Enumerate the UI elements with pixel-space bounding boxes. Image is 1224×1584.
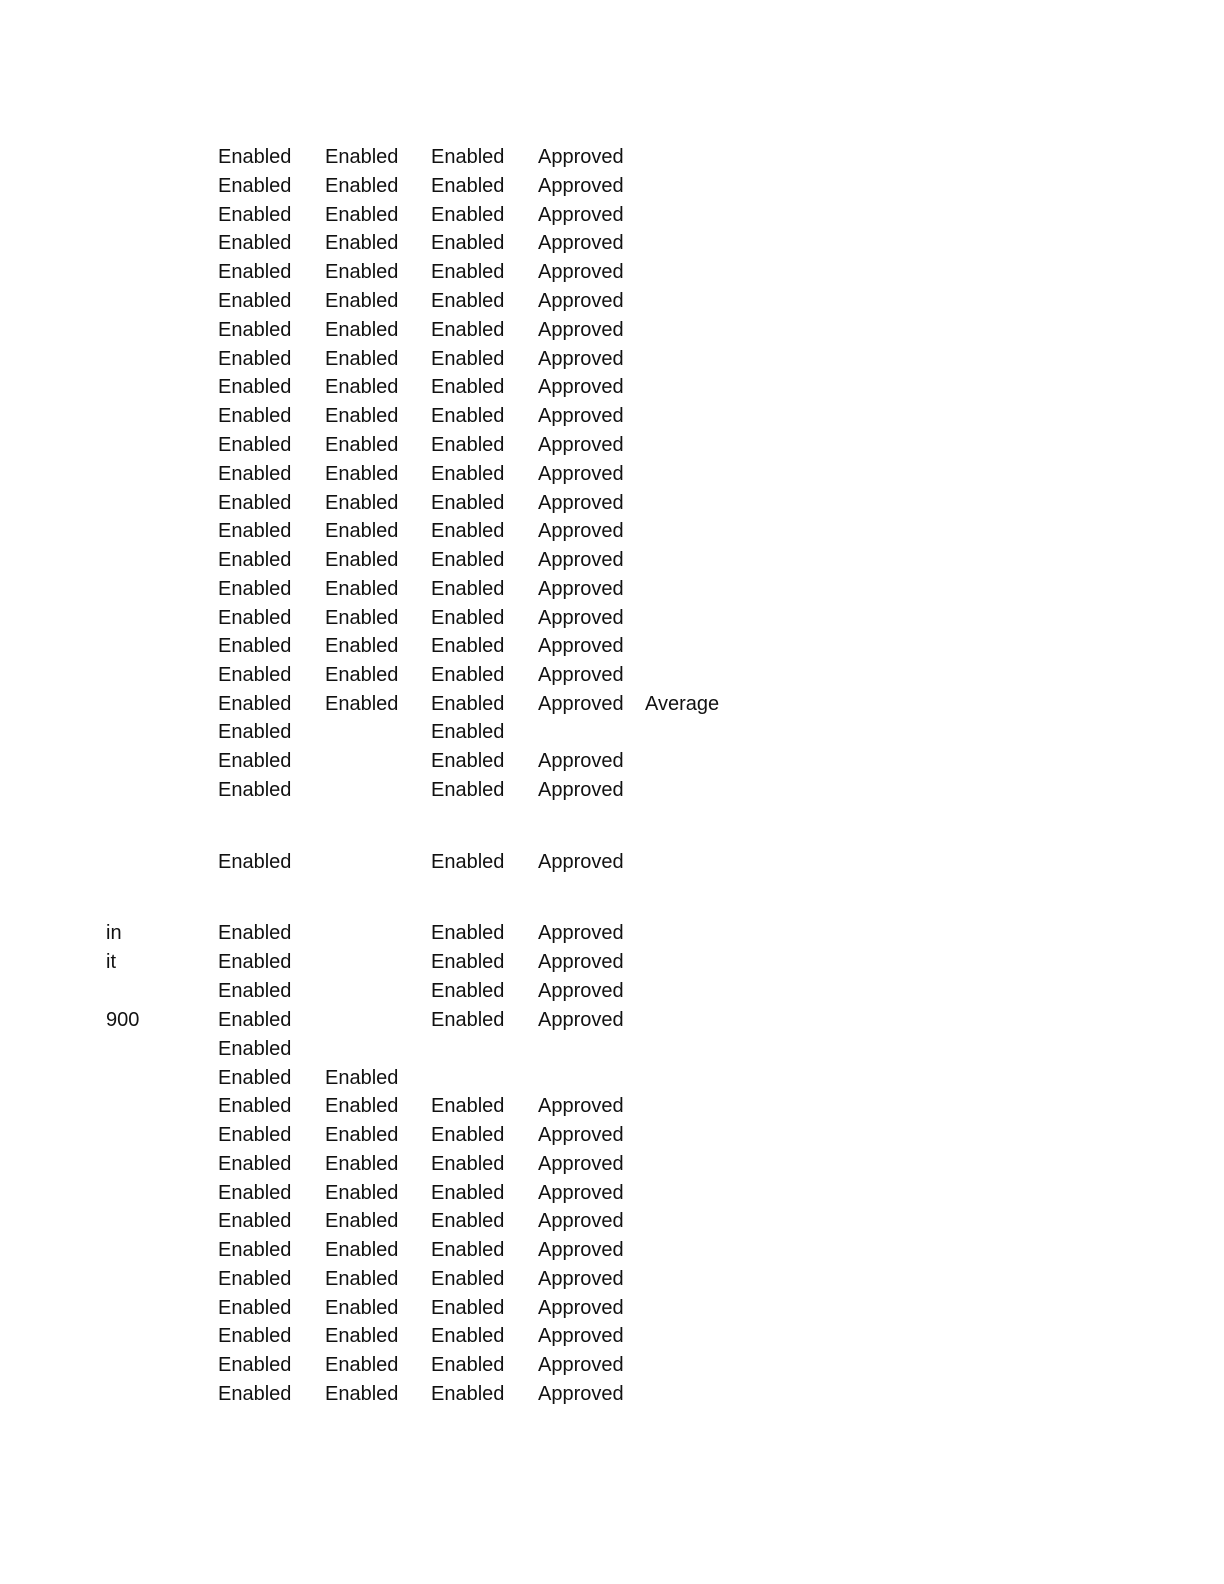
approval-cell: Approved: [538, 434, 624, 456]
approval-cell: Approved: [538, 492, 624, 514]
approval-cell: Approved: [538, 1153, 624, 1175]
status-a-cell: Enabled: [218, 290, 292, 312]
status-a-cell: Enabled: [218, 520, 292, 542]
status-b-cell: Enabled: [325, 463, 399, 485]
status-c-cell: Enabled: [431, 434, 505, 456]
approval-cell: Approved: [538, 1095, 624, 1117]
table-row: [0, 460, 1224, 488]
approval-cell: Approved: [538, 779, 624, 801]
approval-cell: Approved: [538, 348, 624, 370]
status-a-cell: Enabled: [218, 319, 292, 341]
table-row: [0, 489, 1224, 517]
note-cell: Average: [645, 693, 720, 715]
table-row: [0, 632, 1224, 660]
approval-cell: Approved: [538, 520, 624, 542]
status-b-cell: Enabled: [325, 1354, 399, 1376]
status-c-cell: Enabled: [431, 779, 505, 801]
status-c-cell: Enabled: [431, 951, 505, 973]
status-b-cell: Enabled: [325, 1182, 399, 1204]
status-c-cell: Enabled: [431, 232, 505, 254]
status-b-cell: Enabled: [325, 1239, 399, 1261]
status-b-cell: Enabled: [325, 693, 399, 715]
table-row: [0, 1064, 1224, 1092]
approval-cell: Approved: [538, 290, 624, 312]
status-b-cell: Enabled: [325, 578, 399, 600]
status-a-cell: Enabled: [218, 1297, 292, 1319]
table-row: [0, 919, 1224, 947]
status-a-cell: Enabled: [218, 376, 292, 398]
status-c-cell: Enabled: [431, 319, 505, 341]
table-row: [0, 661, 1224, 689]
status-c-cell: Enabled: [431, 851, 505, 873]
status-b-cell: Enabled: [325, 1153, 399, 1175]
status-a-cell: Enabled: [218, 492, 292, 514]
approval-cell: Approved: [538, 951, 624, 973]
approval-cell: Approved: [538, 693, 624, 715]
table-row: [0, 1092, 1224, 1120]
approval-cell: Approved: [538, 463, 624, 485]
approval-cell: Approved: [538, 232, 624, 254]
approval-cell: Approved: [538, 664, 624, 686]
table-row: [0, 143, 1224, 171]
status-b-cell: Enabled: [325, 232, 399, 254]
status-b-cell: Enabled: [325, 1268, 399, 1290]
table-row: [0, 258, 1224, 286]
status-b-cell: Enabled: [325, 1095, 399, 1117]
status-c-cell: Enabled: [431, 922, 505, 944]
status-b-cell: Enabled: [325, 376, 399, 398]
table-row: [0, 776, 1224, 804]
status-a-cell: Enabled: [218, 664, 292, 686]
row-label-cell: in: [106, 922, 122, 944]
row-label-cell: 900: [106, 1009, 140, 1031]
status-a-cell: Enabled: [218, 750, 292, 772]
table-row: [0, 604, 1224, 632]
approval-cell: Approved: [538, 146, 624, 168]
table-row: [0, 316, 1224, 344]
status-a-cell: Enabled: [218, 922, 292, 944]
status-c-cell: Enabled: [431, 549, 505, 571]
status-a-cell: Enabled: [218, 1325, 292, 1347]
status-a-cell: Enabled: [218, 1239, 292, 1261]
table-row: [0, 1322, 1224, 1350]
status-c-cell: Enabled: [431, 693, 505, 715]
status-a-cell: Enabled: [218, 980, 292, 1002]
table-row: [0, 747, 1224, 775]
table-row: [0, 1121, 1224, 1149]
table-row: [0, 718, 1224, 746]
approval-cell: Approved: [538, 1325, 624, 1347]
table-row: [0, 1006, 1224, 1034]
status-a-cell: Enabled: [218, 434, 292, 456]
approval-cell: Approved: [538, 319, 624, 341]
approval-cell: Approved: [538, 1297, 624, 1319]
status-a-cell: Enabled: [218, 951, 292, 973]
approval-cell: Approved: [538, 1239, 624, 1261]
table-row: [0, 1236, 1224, 1264]
status-a-cell: Enabled: [218, 851, 292, 873]
status-a-cell: Enabled: [218, 463, 292, 485]
status-a-cell: Enabled: [218, 779, 292, 801]
approval-cell: Approved: [538, 635, 624, 657]
status-c-cell: Enabled: [431, 376, 505, 398]
table-row: [0, 402, 1224, 430]
table-row: [0, 1150, 1224, 1178]
table-row: [0, 431, 1224, 459]
approval-cell: Approved: [538, 1210, 624, 1232]
status-b-cell: Enabled: [325, 492, 399, 514]
status-a-cell: Enabled: [218, 1354, 292, 1376]
status-a-cell: Enabled: [218, 607, 292, 629]
status-b-cell: Enabled: [325, 204, 399, 226]
status-a-cell: Enabled: [218, 635, 292, 657]
status-c-cell: Enabled: [431, 635, 505, 657]
status-a-cell: Enabled: [218, 721, 292, 743]
approval-cell: Approved: [538, 578, 624, 600]
table-row: [0, 172, 1224, 200]
approval-cell: Approved: [538, 1268, 624, 1290]
status-c-cell: Enabled: [431, 1210, 505, 1232]
status-b-cell: Enabled: [325, 175, 399, 197]
approval-cell: Approved: [538, 1124, 624, 1146]
status-a-cell: Enabled: [218, 1268, 292, 1290]
status-b-cell: Enabled: [325, 520, 399, 542]
status-c-cell: Enabled: [431, 578, 505, 600]
status-a-cell: Enabled: [218, 232, 292, 254]
status-b-cell: Enabled: [325, 664, 399, 686]
approval-cell: Approved: [538, 549, 624, 571]
status-c-cell: Enabled: [431, 607, 505, 629]
status-b-cell: Enabled: [325, 1067, 399, 1089]
table-row: [0, 546, 1224, 574]
status-c-cell: Enabled: [431, 1297, 505, 1319]
status-c-cell: Enabled: [431, 1095, 505, 1117]
status-b-cell: Enabled: [325, 146, 399, 168]
status-b-cell: Enabled: [325, 1297, 399, 1319]
status-a-cell: Enabled: [218, 348, 292, 370]
approval-cell: Approved: [538, 607, 624, 629]
table-row: [0, 345, 1224, 373]
status-a-cell: Enabled: [218, 1067, 292, 1089]
status-a-cell: Enabled: [218, 204, 292, 226]
status-c-cell: Enabled: [431, 980, 505, 1002]
table-row: [0, 201, 1224, 229]
table-row: [0, 1351, 1224, 1379]
status-c-cell: Enabled: [431, 492, 505, 514]
status-c-cell: Enabled: [431, 1124, 505, 1146]
status-c-cell: Enabled: [431, 664, 505, 686]
status-a-cell: Enabled: [218, 405, 292, 427]
status-c-cell: Enabled: [431, 348, 505, 370]
status-c-cell: Enabled: [431, 463, 505, 485]
approval-cell: Approved: [538, 1354, 624, 1376]
status-b-cell: Enabled: [325, 405, 399, 427]
table-row: [0, 575, 1224, 603]
status-c-cell: Enabled: [431, 1009, 505, 1031]
approval-cell: Approved: [538, 922, 624, 944]
status-a-cell: Enabled: [218, 1383, 292, 1405]
status-c-cell: Enabled: [431, 750, 505, 772]
approval-cell: Approved: [538, 750, 624, 772]
approval-cell: Approved: [538, 1383, 624, 1405]
status-c-cell: Enabled: [431, 1383, 505, 1405]
table-row: [0, 1035, 1224, 1063]
status-b-cell: Enabled: [325, 319, 399, 341]
approval-cell: Approved: [538, 261, 624, 283]
status-a-cell: Enabled: [218, 1210, 292, 1232]
approval-cell: Approved: [538, 1009, 624, 1031]
status-a-cell: Enabled: [218, 1182, 292, 1204]
status-b-cell: Enabled: [325, 290, 399, 312]
status-c-cell: Enabled: [431, 1239, 505, 1261]
status-c-cell: Enabled: [431, 175, 505, 197]
status-b-cell: Enabled: [325, 1325, 399, 1347]
status-a-cell: Enabled: [218, 549, 292, 571]
approval-cell: Approved: [538, 1182, 624, 1204]
status-b-cell: Enabled: [325, 607, 399, 629]
table-row: [0, 948, 1224, 976]
status-a-cell: Enabled: [218, 261, 292, 283]
status-c-cell: Enabled: [431, 405, 505, 427]
table-row: [0, 690, 1224, 718]
status-c-cell: Enabled: [431, 1354, 505, 1376]
table-row: [0, 1380, 1224, 1408]
table-row: [0, 1179, 1224, 1207]
status-b-cell: Enabled: [325, 1210, 399, 1232]
status-a-cell: Enabled: [218, 146, 292, 168]
status-b-cell: Enabled: [325, 348, 399, 370]
table-row: [0, 1265, 1224, 1293]
status-b-cell: Enabled: [325, 434, 399, 456]
status-c-cell: Enabled: [431, 1325, 505, 1347]
status-a-cell: Enabled: [218, 1095, 292, 1117]
status-b-cell: Enabled: [325, 1124, 399, 1146]
table-row: [0, 287, 1224, 315]
status-a-cell: Enabled: [218, 1038, 292, 1060]
approval-cell: Approved: [538, 175, 624, 197]
status-c-cell: Enabled: [431, 1182, 505, 1204]
status-c-cell: Enabled: [431, 204, 505, 226]
status-c-cell: Enabled: [431, 146, 505, 168]
status-a-cell: Enabled: [218, 578, 292, 600]
status-a-cell: Enabled: [218, 1124, 292, 1146]
approval-cell: Approved: [538, 376, 624, 398]
status-c-cell: Enabled: [431, 290, 505, 312]
status-a-cell: Enabled: [218, 1009, 292, 1031]
table-row: [0, 373, 1224, 401]
approval-cell: Approved: [538, 980, 624, 1002]
status-b-cell: Enabled: [325, 635, 399, 657]
status-c-cell: Enabled: [431, 1268, 505, 1290]
status-b-cell: Enabled: [325, 549, 399, 571]
status-a-cell: Enabled: [218, 693, 292, 715]
row-label-cell: it: [106, 951, 116, 973]
status-c-cell: Enabled: [431, 1153, 505, 1175]
status-a-cell: Enabled: [218, 1153, 292, 1175]
approval-cell: Approved: [538, 405, 624, 427]
status-b-cell: Enabled: [325, 1383, 399, 1405]
approval-cell: Approved: [538, 204, 624, 226]
status-c-cell: Enabled: [431, 520, 505, 542]
status-a-cell: Enabled: [218, 175, 292, 197]
table-row: [0, 1207, 1224, 1235]
table-row: [0, 977, 1224, 1005]
table-row: [0, 1294, 1224, 1322]
status-c-cell: Enabled: [431, 721, 505, 743]
approval-cell: Approved: [538, 851, 624, 873]
status-b-cell: Enabled: [325, 261, 399, 283]
table-row: [0, 848, 1224, 876]
table-row: [0, 517, 1224, 545]
status-c-cell: Enabled: [431, 261, 505, 283]
table-row: [0, 229, 1224, 257]
